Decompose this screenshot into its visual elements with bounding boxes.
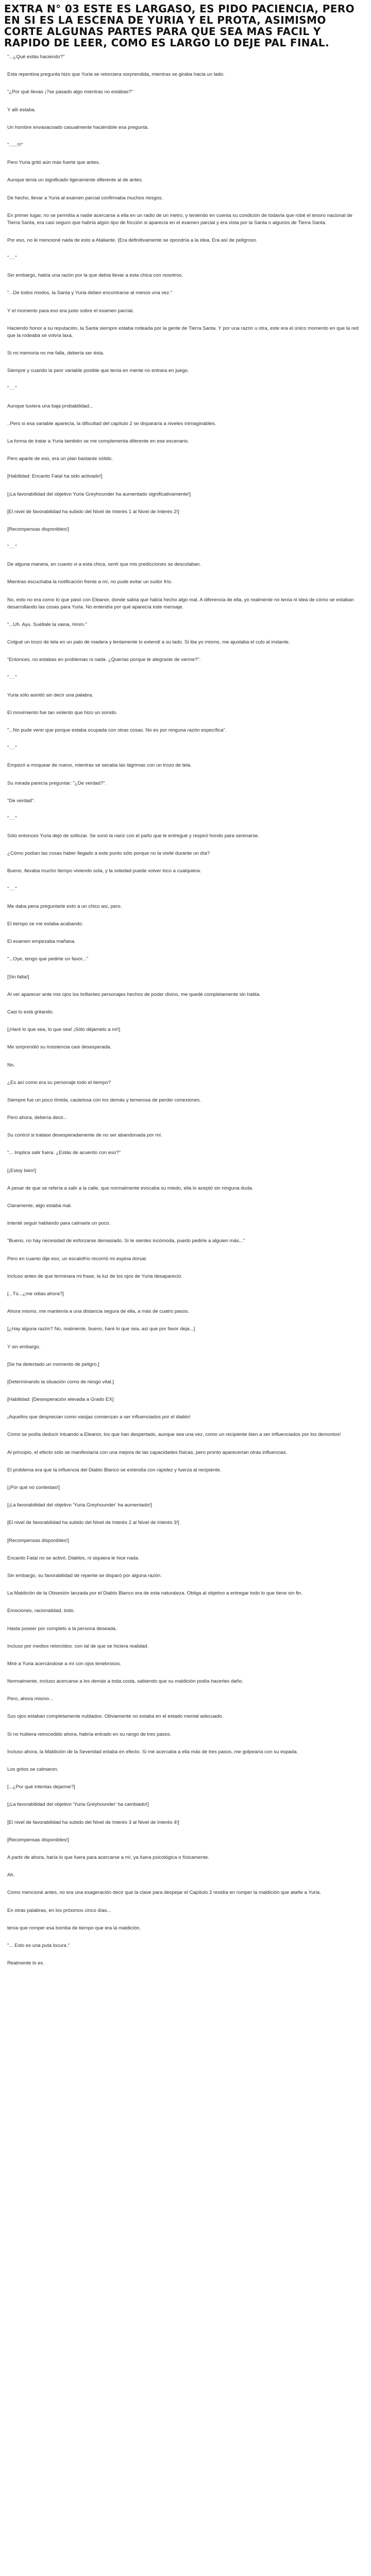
- story-paragraph: [...¿Por qué intentas dejarme?]: [7, 1784, 75, 1790]
- story-paragraph: "Bueno, no hay necesidad de esforzarse demasiado. Si te sientes incómoda, puedo pedirle a alguien más...": [7, 1238, 245, 1244]
- story-paragraph: Yuria sólo asintió sin decir una palabra.: [7, 692, 93, 698]
- story-paragraph: Su mirada parecía preguntar: "¿De verdad?".: [7, 780, 107, 786]
- story-paragraph: [Se ha detectado un momento de peligro.]: [7, 1361, 99, 1367]
- story-paragraph: [Habilidad: Encanto Fatal ha sido activado!]: [7, 473, 103, 480]
- story-paragraph: Ah.: [7, 1872, 15, 1878]
- story-paragraph: [¡Haré lo que sea, lo que sea! ¡Sólo déjamelo a mí!]: [7, 1027, 121, 1033]
- story-paragraph: [El nivel de favorabilidad ha subido del Nivel de Interés 3 al Nivel de Interés 4!]: [7, 1819, 179, 1825]
- story-paragraph: De hecho, llevar a Yuria al examen parcial confirmaba muchos riesgos.: [7, 195, 163, 201]
- story-paragraph: Los gritos se calmaron.: [7, 1767, 59, 1772]
- story-paragraph: Como se podía deducir intuando a Eleanor, los que han despertado, aunque sea una vez, como un recipiente bien a ser influenciados por los demonios!: [7, 1432, 341, 1438]
- story-paragraph: [El nivel de favorabilidad ha subido del Nivel de Interés 1 al Nivel de Interés 2!]: [7, 509, 179, 515]
- story-paragraph: "...Uh. Ayu. Suéltale la vaina, Hmm.": [7, 621, 87, 628]
- story-paragraph: ¿Cómo podían las cosas haber llegado a este punto sólo porque no la visité durante un día?: [7, 851, 210, 857]
- story-paragraph: Sin embargo, había una razón por la que debía llevar a esta chica con nosotros.: [7, 273, 183, 279]
- story-paragraph: No.: [7, 1062, 15, 1068]
- story-paragraph: Su control si tratase desesperadamente de no ser abandonada por mí.: [7, 1132, 162, 1139]
- story-paragraph: Y allí estaba.: [7, 107, 36, 113]
- story-paragraph: "De verdad".: [7, 798, 35, 804]
- story-paragraph: Sus ojos estaban completamente nublados. Obviamente no estaba en el estado mental adecuado.: [7, 1714, 224, 1720]
- story-paragraph: En primer lugar, no se permitía a nadie acercarse a ella en un radio de un metro, y teniendo en cuenta su condición de todavía que robé el tesoro nacional de Tierra Santa, era casi seguro que habría algún tipo de fricción si aparecía en el examen parcial y era vista por la Santa o algunos de Tierra Santa.: [7, 212, 352, 226]
- chapter-header: EXTRA N° 03 ESTE ES LARGASO, ES PIDO PACIENCIA, PERO EN SI ES LA ESCENA DE YURIA Y EL PROTA, ASIMISMO CORTE ALGUNAS PARTES PARA QUE SEA MAS FACIL Y RAPIDO DE LEER, COMO ES LARGO LO DEJE PAL FINAL.: [4, 3, 355, 49]
- story-paragraph: En otras palabras, en los próximos cinco días...: [7, 1907, 111, 1913]
- story-paragraph: "... Esto es una puta locura.": [7, 1942, 70, 1948]
- story-paragraph: El tiempo se me estaba acabando.: [7, 921, 83, 927]
- story-paragraph: Realmente lo es.: [7, 1960, 44, 1967]
- story-paragraph: Pero aparte de eso, era un plan bastante sólido.: [7, 456, 113, 462]
- story-paragraph: [¡La favorabilidad del objetivo 'Yuria Greyhounder' ha aumentado!]: [7, 1502, 152, 1509]
- story-paragraph: Me sorprendió su insistencia casi desesperada.: [7, 1044, 112, 1050]
- story-paragraph: [Habilidad: [Desesperación elevada a Grado EX]: [7, 1397, 114, 1403]
- story-paragraph: ..Pero si esa variable aparecía, la dificultad del capítulo 2 se dispararía a niveles inimaginables.: [7, 420, 216, 427]
- story-paragraph: Miré a Yuria acercándose a mí con ojos tenebrosos.: [7, 1660, 122, 1667]
- story-paragraph: Siempre y cuando la peor variable posible que tenía en mente no entrara en juego.: [7, 368, 189, 374]
- story-paragraph: "...": [7, 886, 18, 892]
- story-paragraph: Claramente, algo estaba mal.: [7, 1203, 72, 1209]
- story-paragraph: [¡Estoy bien!]: [7, 1167, 36, 1174]
- story-paragraph: ¡Aquellos que desprecian como vasijas comienzan a ser influenciados por el diablo!: [7, 1414, 191, 1420]
- story-paragraph: [¡Por qué no contestas!]: [7, 1485, 60, 1490]
- story-paragraph: Si mi memoria no me falla, debería ser ésta.: [7, 350, 105, 356]
- story-paragraph: Un hombre envasacoado casualmente haciéndole esa pregunta.: [7, 124, 149, 130]
- story-paragraph: [Sin falta!]: [7, 974, 29, 980]
- story-paragraph: Al ver aparecer ante mis ojos los brillantes personajes hechos de poder divino, me quedé completamente sin habla.: [7, 991, 261, 997]
- story-paragraph: Ahora mismo, me mantenía a una distancia segura de ella, a más de cuatro pasos.: [7, 1309, 190, 1315]
- story-paragraph: Pero en cuanto dije eso, un escalofrío recorrió mi espina dorsal.: [7, 1256, 147, 1262]
- story-paragraph: Sin embargo, su favorabilidad de repente se disparó por alguna razón.: [7, 1572, 162, 1579]
- story-paragraph: El examen empezaba mañana.: [7, 939, 76, 945]
- story-paragraph: Normalmente, incluso acercarse a los demás a toda costa, sabiendo que su maldición podía hacerles daño.: [7, 1679, 244, 1685]
- story-paragraph: "...": [7, 745, 18, 751]
- story-paragraph: El movimiento fue tan violento que hizo un sonido.: [7, 709, 117, 716]
- story-paragraph: [Recompensas disponibles!]: [7, 526, 69, 532]
- story-paragraph: El problema era que la influencia del Diablo Blanco se extendía con rapidez y fuerza al recipiente.: [7, 1467, 222, 1473]
- story-paragraph: "...¿Qué estás haciendo?": [7, 54, 65, 60]
- story-paragraph: "...No pude venir que porque estaba ocupada con otras cosas. No es por ninguna razón específica".: [7, 727, 227, 733]
- story-paragraph: Pero Yuria gritó aún más fuerte que antes.: [7, 160, 100, 166]
- story-paragraph: Incluso antes de que terminara mi frase, la luz de los ojos de Yuria desapareció.: [7, 1273, 183, 1279]
- story-paragraph: "...": [7, 815, 18, 821]
- story-paragraph: La Maldición de la Obsesión lanzada por el Diablo Blanco era de esta naturaleza. Obliga al objetivo a entregar todo lo que tiene sin fin.: [7, 1590, 302, 1597]
- story-paragraph: "...De todos modos, la Santa y Yuria deben encontrarse al menos una vez.": [7, 290, 173, 296]
- story-paragraph: "......!!!": [7, 142, 23, 148]
- story-paragraph: Casi lo está gritando.: [7, 1009, 54, 1015]
- story-paragraph: [El nivel de favorabilidad ha subido del Nivel de Interés 2 al Nivel de Interés 3!]: [7, 1520, 179, 1526]
- story-paragraph: Pero ahora, debería decir...: [7, 1115, 68, 1121]
- story-paragraph: "...": [7, 255, 18, 261]
- story-paragraph: Y el momento para eso era justo sobre el examen parcial.: [7, 308, 134, 314]
- story-paragraph: "¿Por qué llevas ¡?se pasado algo mientras no estabas?": [7, 89, 133, 95]
- story-paragraph: A pesar de que se refería a salir a la calle, que normalmente evocaba su miedo, ella lo aceptó sin ninguna duda.: [7, 1185, 254, 1191]
- story-paragraph: [¿Hay alguna razón? No, realmente, bueno, haré lo que sea, así que por favor deja...]: [7, 1326, 195, 1332]
- story-paragraph: [¡La favorabilidad del objetivo 'Yuria Greyhounder' ha cambiado!]: [7, 1802, 149, 1808]
- story-paragraph: Si no hubiera retrocedido ahora, habría entrado en su rango de tres pasos.: [7, 1731, 172, 1737]
- story-paragraph: Y sin embargo.: [7, 1344, 41, 1350]
- story-paragraph: Colgué un trozo de tela en un palo de madera y lentamente lo extendí a su lado. Si iba yo mismo, me ajustaba el culo al instante.: [7, 639, 290, 645]
- story-paragraph: [Recompensas disponibles!]: [7, 1537, 69, 1544]
- story-text: [0, 54, 371, 1967]
- story-paragraph: Por eso, no le mencioné nada de esto a Ataliante. (Era definitivamente se opondría a la idea. Era así de peligroso.: [7, 237, 258, 243]
- story-paragraph: Aunque tuviera una baja probabilidad...: [7, 403, 93, 409]
- story-paragraph: Intenté seguir hablando para calmarla un poco.: [7, 1221, 111, 1227]
- story-paragraph: [Determinando la situación como de riesgo vital.]: [7, 1379, 114, 1385]
- story-paragraph: "...": [7, 544, 18, 550]
- story-paragraph: Siempre fue un poco tímida, cautelosa con los demás y temerosa de perder conexiones.: [7, 1097, 201, 1103]
- story-paragraph: "... Implica salir fuera. ¿Estás de acuerdo con eso?": [7, 1150, 121, 1156]
- story-paragraph: Empezó a moquear de nuevo, mientras se secaba las lágrimas con un trozo de tela.: [7, 762, 192, 769]
- story-paragraph: Incluso ahora, la Maldición de la Severidad estaba en efecto. Si me acercaba a ella más de tres pasos, me golpearía con su espada.: [7, 1749, 298, 1755]
- story-paragraph: Mientras escuchaba la notificación frente a mí, no pude evitar un sudor frío.: [7, 579, 173, 585]
- story-paragraph: "Entonces, no estabas en problemas ni nada. ¿Querías porque te alegraste de verme?".: [7, 657, 201, 663]
- story-paragraph: Esta repentina pregunta hizo que Yuria se retorciera sorprendida, mientras se giraba hacia un lado.: [7, 72, 225, 78]
- story-paragraph: Encanto Fatal no se activó. Diablos, ni siquiera le hice nada.: [7, 1555, 140, 1561]
- story-paragraph: Al principio, el efecto sólo se manifestaría con una mejora de las capacidades físicas, pero pronto aparecerían otras influencias.: [7, 1449, 288, 1455]
- story-paragraph: tenía que romper esa bomba de tiempo que era la maldición.: [7, 1925, 141, 1931]
- story-paragraph: "...Oye, tengo que pedirte un favor...": [7, 956, 89, 962]
- story-paragraph: ¿Es así como era su personaje todo el tiempo?: [7, 1079, 111, 1086]
- story-paragraph: Me daba pena preguntarle esto a un chico así, pero.: [7, 903, 122, 909]
- story-paragraph: A partir de ahora, haría lo que fuera para acercarse a mí, ya fuera psicológica o físicamente.: [7, 1854, 209, 1860]
- story-paragraph: La forma de tratar a Yuria también se me complementa diferente en ese escenario.: [7, 438, 189, 444]
- story-paragraph: De alguna manera, en cuanto vi a esta chica, sentí que mis predicciones se descolaban.: [7, 562, 201, 568]
- story-paragraph: [Recompensas disponibles!]: [7, 1837, 69, 1843]
- story-paragraph: Bueno, llevaba mucho tiempo viviendo sola, y la soledad puede volver loco a cualquiera.: [7, 868, 201, 874]
- story-paragraph: "...": [7, 674, 18, 681]
- story-paragraph: [¡La favorabilidad del objetivo Yuria Greyhounder ha aumentado significativamente!]: [7, 491, 191, 497]
- story-paragraph: Hasta poseer por completo a la persona deseada.: [7, 1625, 117, 1632]
- story-paragraph: Aunque tenía un significado ligeramente diferente al de antes.: [7, 177, 143, 183]
- story-paragraph: Sólo entonces Yuria dejó de sollozar. Se sonó la nariz con el paño que le entregué y respiró hondo para serenarse.: [7, 833, 259, 839]
- story-paragraph: Como mencioné antes, no era una exageración decir que la clave para despejar el Capítulo 2 residía en romper la maldición que atañe a Yuria.: [7, 1890, 321, 1896]
- story-paragraph: "...": [7, 385, 18, 392]
- story-paragraph: No, esto no era como lo que pasó con Eleanor, donde sabía que había hecho algo mal. A diferencia de ella, yo realmente no tenía ni idea de cómo se estaban desarrollando las cosas para Yuria. No entendía por qué aparecía este mensaje.: [7, 597, 354, 610]
- story-paragraph: [...Tú...¿me odias ahora?]: [7, 1291, 64, 1297]
- story-paragraph: Incluso por medios retorcidos. con tal de que se hiciera realidad.: [7, 1643, 149, 1649]
- story-paragraph: Emociones, racionalidad, todo.: [7, 1608, 75, 1614]
- story-paragraph: Haciendo honor a su reputación, la Santa siempre estaba rodeada por la gente de Tierra Santa. Y por una razón u otra, este era el único momento en que la red que la rodeaba se volvía laxa.: [7, 325, 359, 338]
- story-paragraph: Pero, ahora mismo...: [7, 1696, 54, 1702]
